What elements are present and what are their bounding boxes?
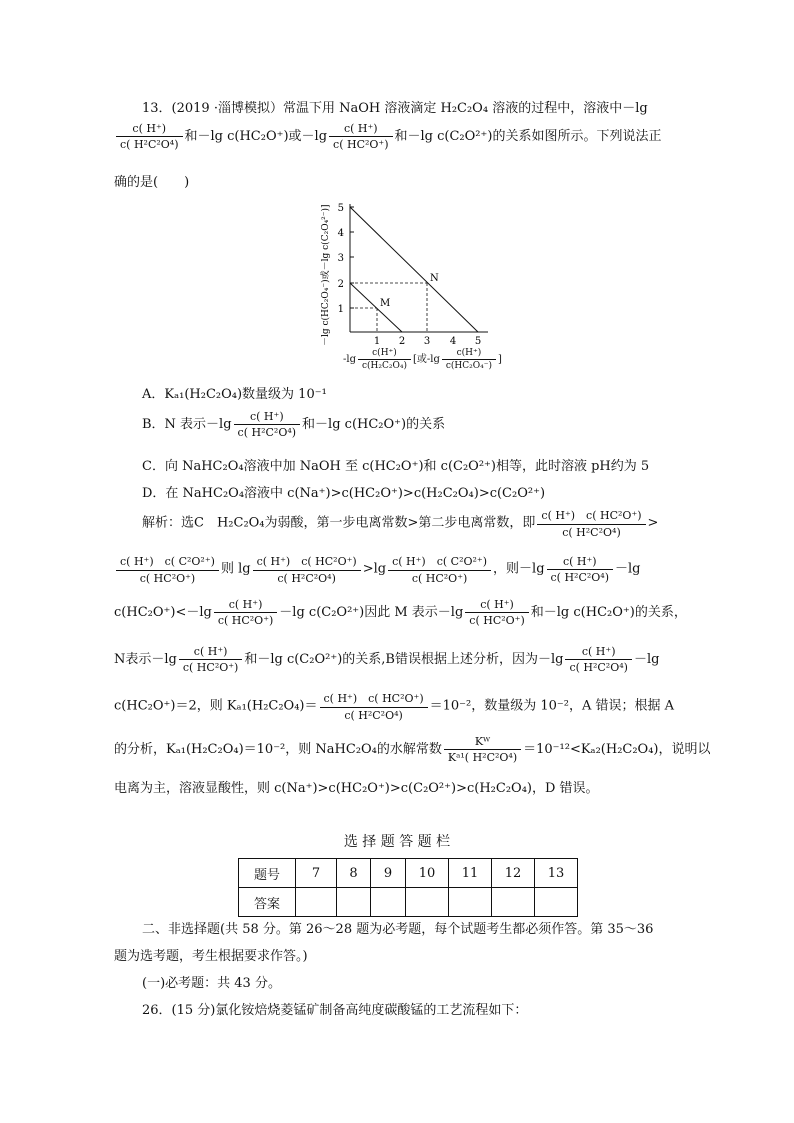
answer-cell[interactable] — [371, 888, 406, 917]
table-cell: 题号 — [239, 859, 296, 888]
table-cell: 10 — [406, 859, 449, 888]
answer-table-title: 选 择 题 答 题 栏 — [343, 834, 451, 850]
answer-table — [238, 858, 578, 917]
table-cell: 答案 — [239, 888, 296, 917]
point-m-label: M — [380, 298, 391, 309]
section2-line3: (一)必考题：共 43 分。 — [142, 976, 281, 991]
question-stem-line3: 确的是( ) — [114, 175, 190, 190]
point-n-label: N — [430, 273, 439, 284]
question-stem-line2: $\frac{c( H^+)}{\text{c( H²C²O⁴)}}$ 和－lg c(HC₂O⁺)或－lg $\frac{c( H^+)}{\text{c( HC²O⁺)}}$ 和－lg c(C₂O²⁺)的关系如图所示。下列说法正 — [114, 122, 794, 151]
option-c: C．向 NaHC₂O₄溶液中加 NaOH 至 c(HC₂O⁺)和 c(C₂O²⁺)相等，此时溶液 pH约为 5 — [142, 459, 650, 474]
answer-cell[interactable] — [449, 888, 492, 917]
x-tick: 3 — [423, 336, 431, 347]
answer-cell[interactable] — [337, 888, 371, 917]
table-row — [239, 859, 578, 888]
x-axis-caption: -lg $\frac{c(H^+)}{\text{c(H₂C₂O₄)}}$ [或-lg $\frac{c(H^+)}{\text{c(HC₂O₄⁻)}}$ ] — [343, 348, 502, 371]
analysis-line5: c(HC₂O⁺)＝2，则 Kₐ₁(H₂C₂O₄)＝ $\frac{\text{c( H⁺) c( HC²O⁺)}}{\text{c( H²C²O⁴)}}$ ＝10⁻²，数量级为 10⁻²，A 错误；根据 A — [114, 692, 675, 722]
analysis-line7: 电离为主，溶液显酸性，则 c(Na⁺)>c(HC₂O⁺)>c(C₂O²⁺)>c(H₂C₂O₄)，D 错误。 — [114, 781, 599, 796]
y-tick: 2 — [337, 279, 344, 290]
line-m — [350, 283, 402, 332]
y-tick: 4 — [337, 228, 344, 239]
fraction: $\frac{c( H^+)}{\text{c( H²C²O⁴)}}$ — [116, 122, 183, 151]
y-axis-label: －lg c(HC₂O₄⁻)或－lg c(C₂O₄²⁻)] — [321, 204, 331, 346]
analysis-line6: 的分析，Kₐ₁(H₂C₂O₄)＝10⁻²，则 NaHC₂O₄的水解常数 $\frac{\text{Kᵂ}}{\text{Kᵃ¹( H²C²O⁴)}}$ ＝10⁻¹²<Kₐ₂(H₂C₂O₄)，说明以 — [114, 735, 711, 764]
option-b: B．N 表示－lg $\frac{c( H^+)}{\text{c( H²C²O⁴)}}$ 和－lg c(HC₂O⁺)的关系 — [142, 410, 446, 439]
option-d: D．在 NaHC₂O₄溶液中 c(Na⁺)>c(HC₂O⁺)>c(H₂C₂O₄)>c(C₂O²⁺) — [142, 486, 546, 501]
analysis-line1: 解析：选C H₂C₂O₄为弱酸，第一步电离常数>第二步电离常数，即 $\frac{\text{c( H⁺) c( HC²O⁺)}}{\text{c( H²C²O⁴)}}$ > — [142, 509, 659, 539]
table-cell: 12 — [492, 859, 535, 888]
analysis-line4: N表示－lg $\frac{c( H^+)}{\text{c( HC²O⁺)}}$ 和－lg c(C₂O²⁺)的关系,B错误根据上述分析，因为－lg $\frac{c( H^+)}{\text{c( H²C²O⁴)}}$ －lg — [114, 645, 660, 674]
y-tick: 1 — [337, 304, 344, 315]
table-row — [239, 888, 578, 917]
table-cell: 13 — [535, 859, 578, 888]
y-tick: 5 — [337, 203, 344, 214]
section2-line2: 题为选考题，考生根据要求作答。) — [114, 949, 308, 964]
answer-cell[interactable] — [535, 888, 578, 917]
line-n — [350, 207, 478, 332]
answer-cell[interactable] — [492, 888, 535, 917]
table-cell: 9 — [371, 859, 406, 888]
analysis-line2: $\frac{\text{c( H⁺) c( C²O²⁺)}}{\text{c( HC²O⁺)}}$ 则 lg $\frac{\text{c( H⁺) c( HC²O⁺)}}{\text{c( H²C²O⁴)}}$ >lg $\frac{\text{c( H⁺) c( C²O²⁺)}}{\text{c( HC²O⁺)}}$ ，则－lg $\frac{c( H^+)}{\text{c( H²C²O⁴)}}$ －lg — [114, 553, 794, 585]
table-cell: 8 — [337, 859, 371, 888]
question-stem-line1: 13．(2019 ·淄博模拟）常温下用 NaOH 溶液滴定 H₂C₂O₄ 溶液的过程中，溶液中－lg — [142, 101, 648, 116]
table-cell: 7 — [296, 859, 337, 888]
section2-line4: 26．(15 分)氯化铵焙烧菱锰矿制备高纯度碳酸锰的工艺流程如下： — [142, 1003, 528, 1018]
option-a: A．Kₐ₁(H₂C₂O₄)数量级为 10⁻¹ — [142, 387, 327, 402]
analysis-line3: c(HC₂O⁺)<－lg $\frac{c( H^+)}{\text{c( HC²O⁺)}}$ －lg c(C₂O²⁺)因此 M 表示－lg $\frac{c( H^+)}{\text{c( HC²O⁺)}}$ 和－lg c(HC₂O⁺)的关系， — [114, 598, 687, 627]
x-tick: 4 — [449, 336, 457, 347]
fraction: $\frac{c( H^+)}{\text{c( HC²O⁺)}}$ — [329, 122, 392, 151]
x-tick: 5 — [474, 336, 482, 347]
y-tick: 3 — [337, 253, 344, 264]
table-cell: 11 — [449, 859, 492, 888]
x-tick: 1 — [373, 336, 381, 347]
answer-cell[interactable] — [296, 888, 337, 917]
answer-cell[interactable] — [406, 888, 449, 917]
section2-line1: 二、非选择题(共 58 分。第 26～28 题为必考题，每个试题考生都必须作答。第 35～36 — [142, 922, 654, 937]
x-tick: 2 — [398, 336, 406, 347]
